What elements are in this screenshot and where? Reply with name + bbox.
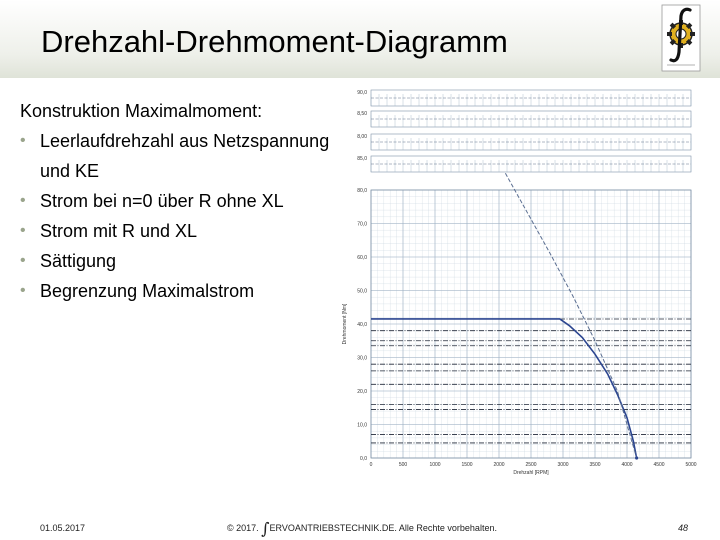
- top-tick-label: 8,00: [357, 134, 367, 140]
- slide-header: [0, 0, 720, 78]
- no-load-speed-point: [635, 456, 638, 459]
- bullet-dot-icon: •: [20, 192, 26, 209]
- bullet-item: [20, 246, 340, 276]
- intro-text: Konstruktion Maximalmoment:: [20, 101, 263, 121]
- x-tick-label: 2500: [525, 462, 537, 468]
- bullet-text: Strom bei n=0 über R ohne XL: [40, 191, 284, 211]
- y-tick-label: 70,0: [357, 221, 367, 228]
- brand-integral-icon: ∫: [261, 519, 270, 538]
- y-axis-label: Drehmoment [Nm]: [342, 303, 348, 345]
- page-number: 48: [677, 523, 688, 533]
- integral-gear-logo-icon: [661, 4, 701, 72]
- x-tick-label: 2000: [493, 462, 505, 468]
- slide-title: Drehzahl-Drehmoment-Diagramm: [41, 24, 508, 59]
- bullet-text: Begrenzung Maximalstrom: [40, 281, 255, 301]
- x-tick-label: 1500: [461, 462, 473, 468]
- y-tick-label: 20,0: [357, 389, 367, 395]
- top-tick-label: 85,0: [357, 156, 367, 162]
- x-tick-label: 3500: [589, 462, 601, 468]
- y-tick-label: 50,0: [357, 288, 367, 295]
- x-axis-label: Drehzahl [RPM]: [513, 470, 549, 476]
- x-tick-label: 0: [369, 462, 373, 468]
- top-tick-label: 90,0: [357, 90, 367, 96]
- brand-name: ERVOANTRIEBSTECHNIK.DE.: [269, 523, 397, 533]
- x-tick-label: 5000: [685, 462, 697, 468]
- slide-body: [20, 96, 340, 306]
- copyright-prefix: © 2017.: [227, 523, 259, 533]
- bullet-item: [20, 126, 340, 186]
- bullet-text: Strom mit R und XL: [40, 221, 198, 241]
- x-tick-label: 4500: [653, 462, 665, 468]
- x-tick-label: 4000: [621, 462, 633, 468]
- bullet-dot-icon: •: [20, 132, 26, 149]
- max-torque-curve: [371, 319, 637, 458]
- bullet-text: Sättigung: [40, 251, 117, 271]
- chart-svg: [338, 86, 712, 482]
- no-load-tangent-line: [505, 173, 636, 458]
- y-tick-label: 80,0: [357, 188, 367, 194]
- bullet-list: [20, 126, 340, 306]
- footer-date: 01.05.2017: [40, 523, 86, 533]
- top-tick-label: 8,50: [357, 111, 367, 117]
- y-tick-label: 10,0: [357, 422, 367, 429]
- bullet-dot-icon: •: [20, 222, 26, 239]
- bullet-text: Leerlaufdrehzahl aus Netzspannung und KE: [40, 131, 330, 181]
- bullet-item: [20, 186, 340, 216]
- bullet-dot-icon: •: [20, 282, 26, 299]
- footer-copyright: [227, 520, 497, 536]
- y-tick-label: 30,0: [357, 355, 367, 362]
- y-tick-label: 60,0: [357, 255, 367, 261]
- y-tick-label: 0,0: [360, 456, 367, 462]
- x-tick-label: 1000: [429, 462, 441, 468]
- bullet-dot-icon: •: [20, 252, 26, 269]
- y-tick-label: 40,0: [357, 322, 367, 328]
- bullet-item: [20, 216, 340, 246]
- x-tick-label: 3000: [557, 462, 569, 468]
- bullet-item: [20, 276, 340, 306]
- rights-text: Alle Rechte vorbehalten.: [398, 523, 497, 533]
- x-tick-label: 500: [398, 462, 408, 468]
- torque-speed-chart: [338, 86, 712, 482]
